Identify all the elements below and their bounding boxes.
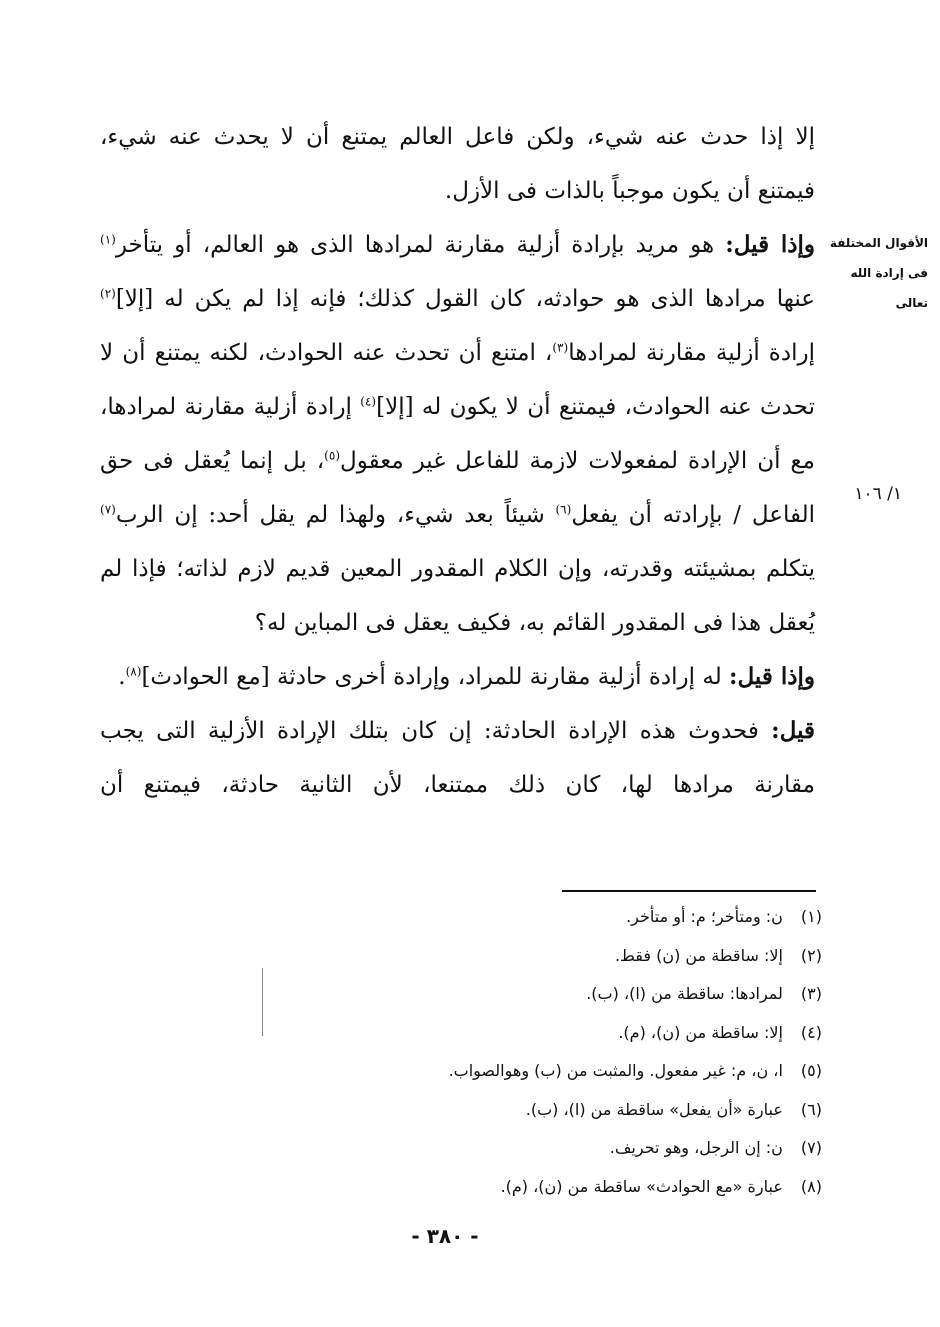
paragraph bbox=[100, 218, 815, 650]
footnotes-list bbox=[262, 898, 822, 1206]
text-run: ، امتنع أن تحدث عنه الحوادث، لكنه يمتنع أن لا تحدث عنه الحوادث، فيمتنع أن لا يكون له [إلا] bbox=[100, 340, 815, 420]
footnote-ref: (٧) bbox=[100, 502, 116, 517]
page-number: - ٣٨٠ - bbox=[411, 1224, 479, 1248]
main-text-body bbox=[100, 110, 815, 812]
footnote-text: لمرادها: ساقطة من (ا)، (ب). bbox=[586, 984, 783, 1003]
footnote-number: (٥) bbox=[800, 1061, 822, 1080]
text-run: شيئاً بعد شيء، ولهذا لم يقل أحد: إن الرب bbox=[115, 502, 556, 528]
footnote-number: (٣) bbox=[800, 984, 822, 1003]
keyword-bold: وإذا قيل: bbox=[729, 663, 815, 690]
paragraph bbox=[100, 110, 815, 218]
text-run: . bbox=[118, 664, 126, 690]
text-run: هو مريد بإرادة أزلية مقارنة لمرادها الذى هو العالم، أو يتأخر bbox=[115, 232, 726, 258]
footnote-item bbox=[262, 975, 822, 1014]
footnote-number: (٨) bbox=[800, 1176, 822, 1196]
footnote-ref: (٢) bbox=[100, 286, 116, 301]
text-run: له إرادة أزلية مقارنة للمراد، وإرادة أخرى حادثة [مع الحوادث] bbox=[141, 664, 730, 690]
footnote-ref: (٨) bbox=[125, 664, 142, 679]
footnote-item bbox=[262, 1014, 822, 1053]
text-run: فحدوث هذه الإرادة الحادثة: إن كان بتلك الإرادة الأزلية التى يجب مقارنة مرادها لها، كان ذلك ممتنعا، لأن الثانية حادثة، فيمتنع أن bbox=[100, 718, 815, 798]
footnote-item bbox=[262, 1052, 822, 1091]
footnote-ref: (٥) bbox=[324, 448, 340, 463]
footnote-number: (٤) bbox=[800, 1022, 822, 1042]
text-run: إرادة أزلية مقارنة لمرادها bbox=[568, 340, 815, 366]
keyword-bold: قيل: bbox=[771, 717, 815, 744]
footnote-item bbox=[262, 937, 822, 976]
keyword-bold: وإذا قيل: bbox=[725, 231, 816, 258]
footnote-ref: (١) bbox=[100, 232, 116, 247]
margin-note-line: فى إرادة الله تعالى bbox=[850, 266, 928, 310]
footnote-item bbox=[262, 1168, 822, 1207]
footnote-text: إلا: ساقطة من (ن) فقط. bbox=[614, 945, 783, 965]
margin-volume-page-ref: ١/ ١٠٦ bbox=[854, 484, 902, 504]
footnote-text: عبارة «أن يفعل» ساقطة من (ا)، (ب). bbox=[525, 1099, 783, 1119]
footnote-item bbox=[262, 1091, 822, 1130]
footnote-ref: (٦) bbox=[555, 502, 572, 517]
footnote-text: ن: إن الرجل، وهو تحريف. bbox=[609, 1138, 783, 1157]
footnote-number: (١) bbox=[800, 907, 822, 926]
paragraph bbox=[100, 650, 815, 704]
text-run: إلا إذا حدث عنه شيء، ولكن فاعل العالم يمتنع أن لا يحدث عنه شيء، فيمتنع أن يكون موجباً بالذات فى الأزل. bbox=[100, 124, 816, 204]
footnote-number: (٧) bbox=[800, 1138, 822, 1157]
text-run: يتكلم بمشيئته وقدرته، وإن الكلام المقدور المعين قديم لازم لذاته؛ فإذا لم يُعقل هذا فى المقدور القائم به، فكيف يعقل فى المباين له؟ bbox=[100, 556, 815, 636]
footnote-number: (٢) bbox=[800, 945, 822, 965]
margin-note-line: الأقوال المختلفة bbox=[829, 236, 928, 250]
footnote-number: (٦) bbox=[800, 1099, 822, 1119]
footnote-text: ن: ومتأخر؛ م: أو متأخر. bbox=[626, 907, 783, 926]
paragraph bbox=[100, 704, 815, 812]
footnote-ref: (٣) bbox=[552, 340, 569, 355]
footnote-item bbox=[262, 898, 822, 937]
margin-topic-note bbox=[818, 228, 928, 318]
footnote-separator bbox=[562, 890, 816, 892]
footnote-item bbox=[262, 1129, 822, 1168]
text-run: إرادة أزلية مقارنة لمرادها، مع أن الإرادة لمفعولات لازمة للفاعل غير معقول bbox=[100, 394, 815, 474]
footnote-text: عبارة «مع الحوادث» ساقطة من (ن)، (م). bbox=[500, 1176, 783, 1196]
text-run: عنها مرادها الذى هو حوادثه، كان القول كذلك؛ فإنه إذا لم يكن له [إلا] bbox=[115, 286, 815, 312]
footnote-ref: (٤) bbox=[360, 394, 377, 409]
footnote-text: ا، ن، م: غير مفعول. والمثبت من (ب) وهوالصواب. bbox=[448, 1061, 783, 1080]
text-run: ، بل إنما يُعقل فى حق الفاعل / بإرادته أن يفعل bbox=[100, 448, 815, 528]
footnote-text: إلا: ساقطة من (ن)، (م). bbox=[618, 1022, 783, 1042]
